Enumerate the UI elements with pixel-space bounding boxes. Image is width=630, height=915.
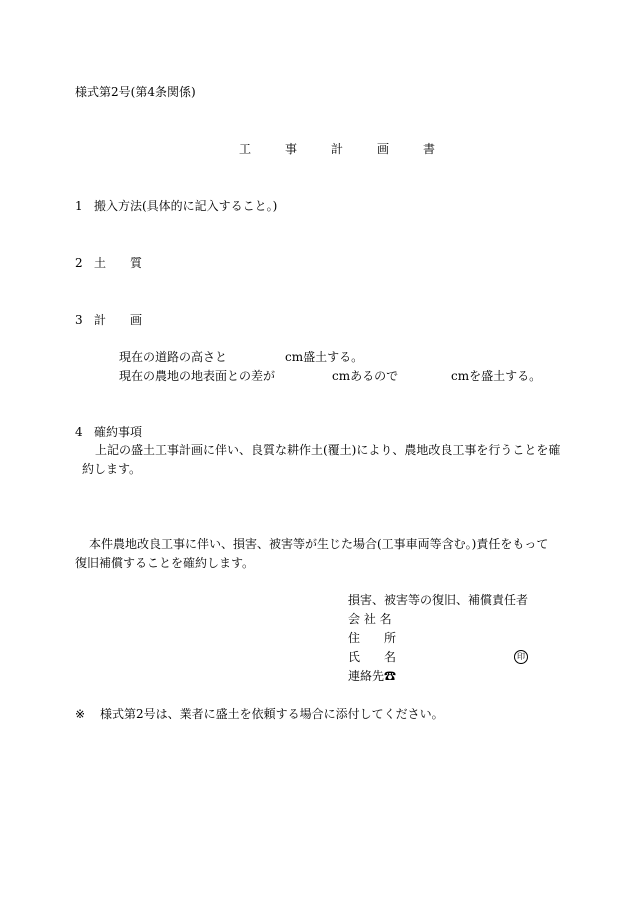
liability-line-1: 本件農地改良工事に伴い、損害、被害等が生じた場合(工事車両等含む。)責任をもって [89,537,549,551]
title-char: 事 [284,142,297,156]
document-title [222,142,452,156]
plan-diff-cm-text: cmあるので [332,369,399,383]
pledge-line-1: 上記の盛土工事計画に伴い、良質な耕作土(覆土)により、農地改良工事を行うことを確 [95,443,561,457]
note-mark: ※ [75,707,86,721]
section-4-number: 4 [75,425,83,439]
plan-level-diff-text: 現在の農地の地表面との差が [119,369,276,383]
seal-mark: 印 [514,650,528,664]
title-char: 計 [330,142,343,156]
name-label: 氏 名 [348,650,397,664]
plan-road-height-text: 現在の道路の高さと [119,350,228,364]
section-3-number: 3 [75,313,83,327]
title-char: 画 [376,142,389,156]
title-char: 書 [422,142,435,156]
section-1-number: 1 [75,199,83,213]
address-label: 住 所 [348,631,397,645]
plan-fill-cm-text: cm盛土する。 [285,350,364,364]
section-1-label: 搬入方法(具体的に記入すること。) [94,199,278,213]
form-number: 様式第2号(第4条関係) [75,85,196,99]
section-4-label: 確約事項 [94,425,143,439]
responsible-heading: 損害、被害等の復旧、補償責任者 [348,593,529,607]
section-2-number: 2 [75,256,83,270]
section-3-label: 計 画 [94,313,143,327]
pledge-line-2: 約します。 [82,462,142,476]
plan-fill-amount-text: cmを盛土する。 [451,369,542,383]
note-text: 様式第2号は、業者に盛土を依頼する場合に添付してください。 [100,707,444,721]
liability-line-2: 復旧補償することを確約します。 [75,556,255,570]
contact-label: 連絡先☎ [348,669,397,683]
title-char: 工 [238,142,251,156]
company-name-label: 会 社 名 [348,612,392,626]
section-2-label: 土 質 [94,256,143,270]
